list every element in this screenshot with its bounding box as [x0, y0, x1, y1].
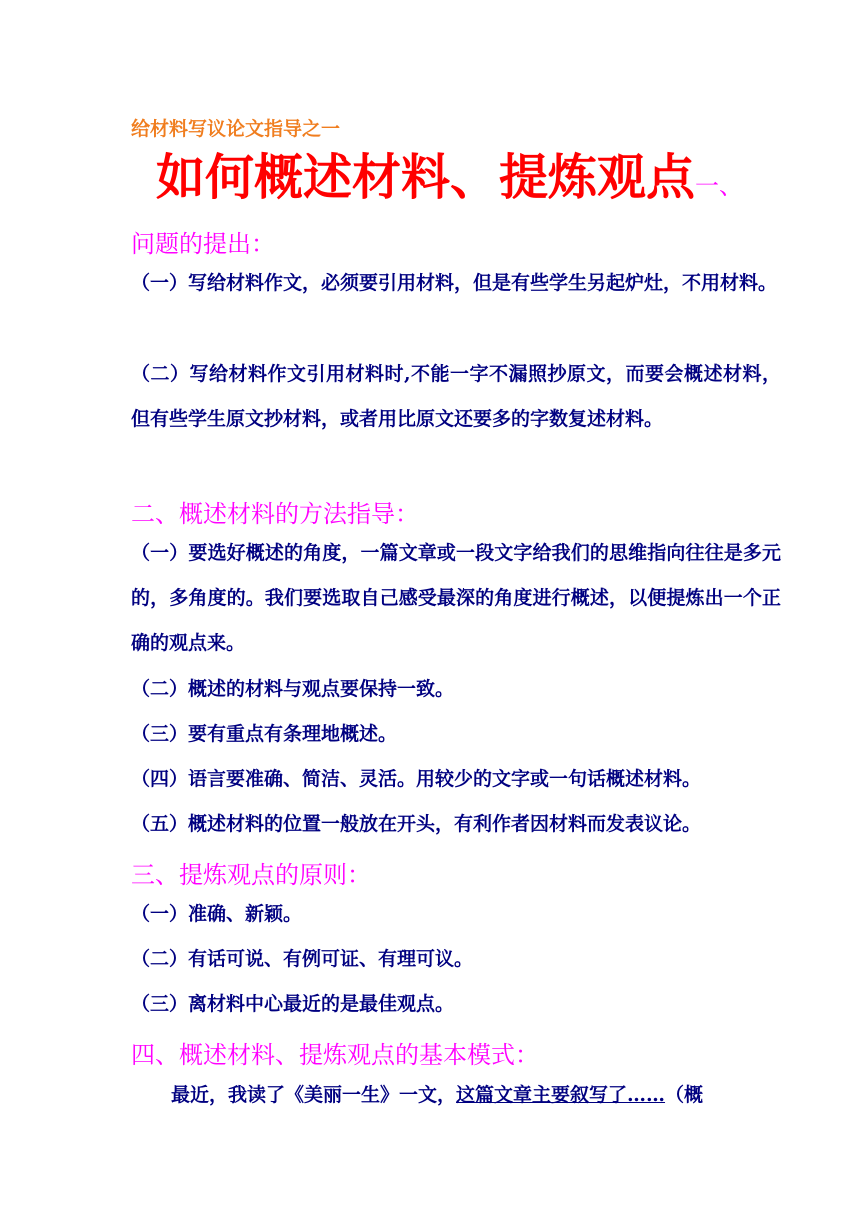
document-title — [156, 151, 743, 205]
document-subtitle: 给材料写议论文指导之一 — [131, 118, 341, 140]
section2-item-5: （五）概述材料的位置一般放在开头，有利作者因材料而发表议论。 — [131, 813, 702, 835]
section2-item-1: （一）要选好概述的角度，一篇文章或一段文字给我们的思维指向往往是多元的，多角度的。我们要选取自己感受最深的角度进行概述，以便提炼出一个正确的观点来。 — [131, 542, 781, 654]
section1-heading: 问题的提出： — [131, 230, 275, 258]
section4-para-end: （概 — [665, 1084, 704, 1106]
section3-item-1: （一）准确、新颖。 — [131, 903, 303, 925]
title-tail: 一、 — [695, 172, 744, 200]
section1-item-1: （一）写给材料作文，必须要引用材料，但是有些学生另起炉灶，不用材料。 — [131, 272, 778, 294]
title-main: 如何概述材料、提炼观点 — [156, 149, 696, 206]
section3-item-2: （二）有话可说、有例可证、有理可议。 — [131, 948, 474, 970]
section2-item-2: （二）概述的材料与观点要保持一致。 — [131, 678, 455, 700]
section1-item-2: （二）写给材料作文引用材料时,不能一字不漏照抄原文，而要会概述材料，但有些学生原文抄材料，或者用比原文还要多的字数复述材料。 — [131, 363, 781, 430]
section2-item-4: （四）语言要准确、简洁、灵活。用较少的文字或一句话概述材料。 — [131, 768, 702, 790]
section2-heading: 二、概述材料的方法指导： — [131, 500, 419, 528]
section3-item-3: （三）离材料中心最近的是最佳观点。 — [131, 993, 455, 1015]
section2-item-3: （三）要有重点有条理地概述。 — [131, 723, 398, 745]
section4-para-start: 最近，我读了《美丽一生》一文， — [171, 1084, 457, 1106]
section4-heading: 四、概述材料、提炼观点的基本模式： — [131, 1041, 539, 1069]
section3-heading: 三、提炼观点的原则： — [131, 861, 371, 889]
section4-paragraph — [131, 1073, 781, 1118]
section4-para-underlined: 这篇文章主要叙写了…… — [456, 1084, 666, 1106]
